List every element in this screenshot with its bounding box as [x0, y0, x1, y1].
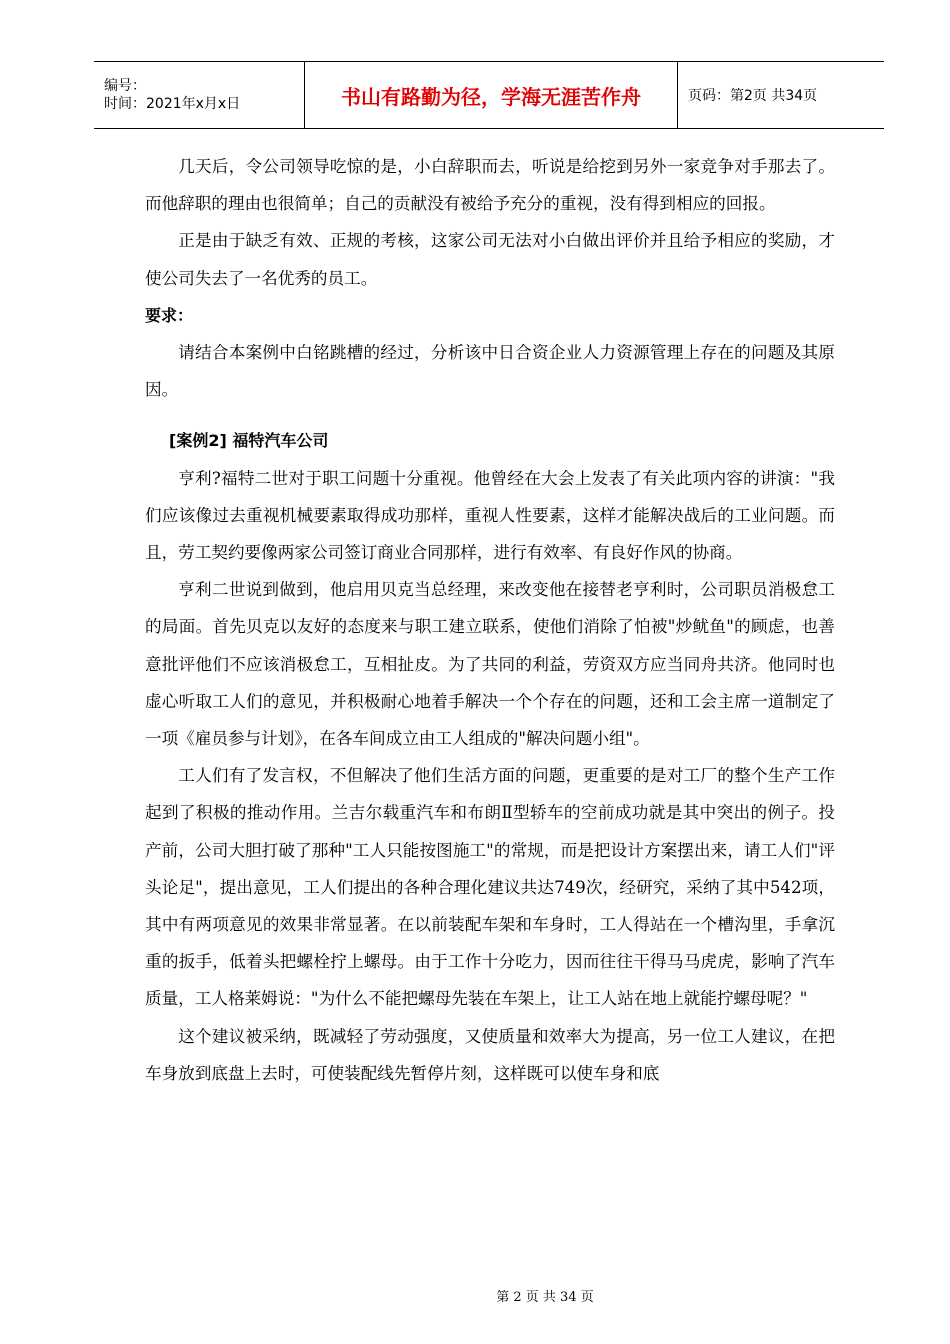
header-motto: 书山有路勤为径，学海无涯苦作舟 [305, 62, 678, 129]
case-title: [案例2] 福特汽车公司 [169, 431, 329, 451]
paragraph: 工人们有了发言权，不但解决了他们生活方面的问题，更重要的是对工厂的整个生产工作起到了积极的推动作用。兰吉尔载重汽车和布朗Ⅱ型轿车的空前成功就是其中突出的例子。投产前，公司大胆打破了那种"工人只能按图施工"的常规，而是把设计方案摆出来，请工人们"评头论足"，提出意见，工人们提出的各种合理化建议共达749次，经研究，采纳了其中542项，其中有两项意见的效果非常显著。在以前装配车架和车身时，工人得站在一个槽沟里，手拿沉重的扳手，低着头把螺栓拧上螺母。由于工作十分吃力，因而往往干得马马虎虎，影响了汽车质量，工人格莱姆说："为什么不能把螺母先装在车架上，让工人站在地上就能拧螺母呢？" [145, 766, 835, 1009]
paragraph: 亨利?福特二世对于职工问题十分重视。他曾经在大会上发表了有关此项内容的讲演："我们应该像过去重视机械要素取得成功那样，重视人性要素，这样才能解决战后的工业问题。而且，劳工契约要像两家公司签订商业合同那样，进行有效率、有良好作风的协商。 [145, 468, 835, 563]
document-body [145, 148, 835, 1092]
requirement-heading: 要求： [145, 305, 194, 325]
paragraph: 亨利二世说到做到，他启用贝克当总经理，来改变他在接替老亨利时，公司职员消极怠工的局面。首先贝克以友好的态度来与职工建立联系，使他们消除了怕被"炒鱿鱼"的顾虑，也善意批评他们不应该消极怠工，互相扯皮。为了共同的利益，劳资双方应当同舟共济。他同时也虚心听取工人们的意见，并积极耐心地着手解决一个个存在的问题，还和工会主席一道制定了一项《雇员参与计划》，在各车间成立由工人组成的"解决问题小组"。 [145, 580, 835, 749]
paragraph: 几天后，令公司领导吃惊的是，小白辞职而去，听说是给挖到另外一家竞争对手那去了。而他辞职的理由也很简单；自己的贡献没有被给予充分的重视，没有得到相应的回报。 [145, 157, 835, 214]
document-time-label: 时间：2021年x月x日 [104, 96, 241, 112]
paragraph: 请结合本案例中白铭跳槽的经过，分析该中日合资企业人力资源管理上存在的问题及其原因。 [145, 343, 835, 400]
page-header [94, 61, 884, 129]
page-footer: 第 2 页 共 34 页 [496, 1290, 594, 1305]
document-number-label: 编号： [104, 78, 146, 94]
paragraph: 这个建议被采纳，既减轻了劳动强度，又使质量和效率大为提高，另一位工人建议，在把车身放到底盘上去时，可使装配线先暂停片刻，这样既可以使车身和底 [145, 1026, 835, 1083]
paragraph: 正是由于缺乏有效、正规的考核，这家公司无法对小白做出评价并且给予相应的奖励，才使公司失去了一名优秀的员工。 [145, 231, 835, 288]
header-page-label: 页码：第2页 共34页 [688, 88, 818, 104]
header-left-cell [94, 62, 305, 129]
